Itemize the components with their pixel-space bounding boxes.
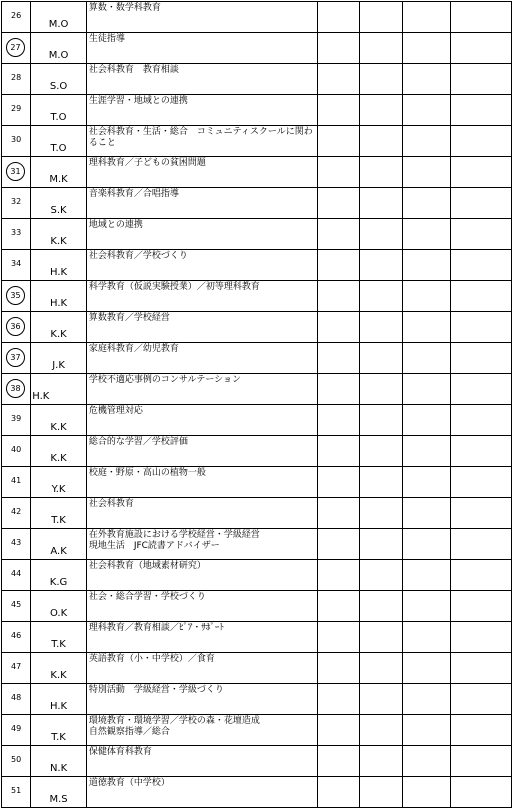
empty-cell-3 <box>402 529 450 560</box>
row-number: 32 <box>11 197 22 206</box>
empty-cell-1 <box>318 2 360 33</box>
row-number: 33 <box>11 228 22 237</box>
empty-cell-3 <box>402 95 450 126</box>
initials-cell <box>31 374 87 405</box>
empty-cell-2 <box>360 281 402 312</box>
empty-cell-2 <box>360 33 402 64</box>
table-row <box>2 219 512 250</box>
empty-cell-2 <box>360 467 402 498</box>
initials: M.S <box>49 794 68 805</box>
table-row <box>2 498 512 529</box>
initials: S.K <box>50 205 67 216</box>
initials: K.K <box>50 670 67 681</box>
table-row <box>2 2 512 33</box>
table-row <box>2 746 512 777</box>
topic-cell: 危機管理対応 <box>86 405 317 436</box>
empty-cell-1 <box>318 343 360 374</box>
table-row <box>2 467 512 498</box>
topic-cell: 算数教育／学校経営 <box>86 312 317 343</box>
row-number-cell <box>2 684 31 715</box>
empty-cell-3 <box>402 281 450 312</box>
empty-cell-2 <box>360 2 402 33</box>
circled-row-number: 27 <box>6 38 25 57</box>
row-number: 26 <box>11 11 22 20</box>
empty-cell-3 <box>402 467 450 498</box>
table-row <box>2 591 512 622</box>
initials-cell <box>31 498 87 529</box>
row-number-cell <box>2 653 31 684</box>
empty-cell-3 <box>402 312 450 343</box>
topic-cell: 社会科教育 <box>86 498 317 529</box>
empty-cell-4 <box>451 622 512 653</box>
empty-cell-2 <box>360 498 402 529</box>
empty-cell-1 <box>318 653 360 684</box>
row-number: 47 <box>11 662 22 671</box>
row-number-cell <box>2 64 31 95</box>
empty-cell-1 <box>318 591 360 622</box>
row-number: 45 <box>11 600 22 609</box>
empty-cell-1 <box>318 498 360 529</box>
empty-cell-3 <box>402 684 450 715</box>
topic-cell: 総合的な学習／学校評価 <box>86 436 317 467</box>
topic-cell: 算数・数学科教育 <box>86 2 317 33</box>
empty-cell-4 <box>451 95 512 126</box>
table-row <box>2 560 512 591</box>
row-number: 50 <box>11 755 22 764</box>
row-number-cell <box>2 405 31 436</box>
initials-cell <box>31 467 87 498</box>
empty-cell-1 <box>318 95 360 126</box>
empty-cell-1 <box>318 250 360 281</box>
initials-cell <box>31 281 87 312</box>
initials-cell <box>31 157 87 188</box>
empty-cell-1 <box>318 157 360 188</box>
topic-cell: 社会科教育・生活・総合 コミュニティスクールに関わること <box>86 126 317 157</box>
initials-cell <box>31 219 87 250</box>
row-number-cell <box>2 715 31 746</box>
initials: T.K <box>51 639 66 650</box>
topic-cell: 地域との連携 <box>86 219 317 250</box>
row-number-cell <box>2 374 31 405</box>
empty-cell-4 <box>451 591 512 622</box>
empty-cell-4 <box>451 343 512 374</box>
empty-cell-1 <box>318 622 360 653</box>
initials: M.O <box>48 50 69 61</box>
initials-cell <box>31 746 87 777</box>
row-number-cell <box>2 281 31 312</box>
table-row <box>2 312 512 343</box>
empty-cell-3 <box>402 436 450 467</box>
topic-cell: 家庭科教育／幼児教育 <box>86 343 317 374</box>
empty-cell-1 <box>318 312 360 343</box>
empty-cell-2 <box>360 64 402 95</box>
row-number: 40 <box>11 445 22 454</box>
circled-row-number: 36 <box>6 317 25 336</box>
initials-cell <box>31 188 87 219</box>
initials: O.K <box>49 608 68 619</box>
row-number: 29 <box>11 104 22 113</box>
initials-cell <box>31 33 87 64</box>
initials: H.K <box>50 298 68 309</box>
table-row <box>2 684 512 715</box>
empty-cell-1 <box>318 467 360 498</box>
table-row <box>2 95 512 126</box>
topic-cell: 生徒指導 <box>86 33 317 64</box>
table-row <box>2 157 512 188</box>
row-number: 43 <box>11 538 22 547</box>
empty-cell-2 <box>360 653 402 684</box>
empty-cell-1 <box>318 405 360 436</box>
empty-cell-1 <box>318 560 360 591</box>
row-number-cell <box>2 746 31 777</box>
row-number-cell <box>2 250 31 281</box>
row-number-cell <box>2 529 31 560</box>
initials-cell <box>31 529 87 560</box>
topic-cell: 保健体育科教育 <box>86 746 317 777</box>
empty-cell-4 <box>451 281 512 312</box>
row-number-cell <box>2 343 31 374</box>
empty-cell-4 <box>451 777 512 808</box>
row-number-cell <box>2 219 31 250</box>
topic-cell: 在外教育施設における学校経営・学級経営 現地生活 JFC読書アドバイザー <box>86 529 317 560</box>
empty-cell-1 <box>318 64 360 95</box>
empty-cell-4 <box>451 529 512 560</box>
initials: T.O <box>50 143 67 154</box>
empty-cell-1 <box>318 715 360 746</box>
topic-cell: 環境教育・環境学習／学校の森・花壇造成 自然観察指導／総合 <box>86 715 317 746</box>
empty-cell-3 <box>402 498 450 529</box>
table-row <box>2 715 512 746</box>
empty-cell-4 <box>451 498 512 529</box>
empty-cell-3 <box>402 622 450 653</box>
empty-cell-1 <box>318 746 360 777</box>
circled-row-number: 31 <box>6 162 25 181</box>
initials: K.K <box>50 329 67 340</box>
row-number: 48 <box>11 693 22 702</box>
empty-cell-2 <box>360 436 402 467</box>
lecturer-table-body <box>2 2 512 808</box>
empty-cell-3 <box>402 126 450 157</box>
initials-cell <box>31 777 87 808</box>
empty-cell-4 <box>451 374 512 405</box>
empty-cell-3 <box>402 250 450 281</box>
initials: H.K <box>50 701 68 712</box>
empty-cell-2 <box>360 405 402 436</box>
empty-cell-1 <box>318 777 360 808</box>
initials-cell <box>31 622 87 653</box>
topic-cell: 社会科教育／学校づくり <box>86 250 317 281</box>
empty-cell-3 <box>402 33 450 64</box>
row-number-cell <box>2 622 31 653</box>
topic-cell: 特別活動 学級経営・学級づくり <box>86 684 317 715</box>
initials: A.K <box>50 546 67 557</box>
empty-cell-2 <box>360 343 402 374</box>
empty-cell-2 <box>360 157 402 188</box>
row-number-cell <box>2 188 31 219</box>
table-row <box>2 529 512 560</box>
row-number-cell <box>2 312 31 343</box>
empty-cell-2 <box>360 622 402 653</box>
empty-cell-4 <box>451 653 512 684</box>
initials-cell <box>31 653 87 684</box>
empty-cell-1 <box>318 436 360 467</box>
table-row <box>2 653 512 684</box>
empty-cell-3 <box>402 405 450 436</box>
initials-cell <box>31 312 87 343</box>
row-number-cell <box>2 126 31 157</box>
empty-cell-2 <box>360 591 402 622</box>
row-number-cell <box>2 560 31 591</box>
table-row <box>2 343 512 374</box>
empty-cell-4 <box>451 746 512 777</box>
row-number: 39 <box>11 414 22 423</box>
row-number-cell <box>2 95 31 126</box>
initials: H.K <box>50 267 68 278</box>
row-number-cell <box>2 157 31 188</box>
empty-cell-4 <box>451 126 512 157</box>
topic-cell: 科学教育（仮説実験授業）／初等理科教育 <box>86 281 317 312</box>
row-number-cell <box>2 467 31 498</box>
empty-cell-3 <box>402 715 450 746</box>
initials-cell <box>31 715 87 746</box>
empty-cell-2 <box>360 529 402 560</box>
circled-row-number: 35 <box>6 286 25 305</box>
empty-cell-1 <box>318 126 360 157</box>
initials: J.K <box>52 360 65 371</box>
empty-cell-4 <box>451 188 512 219</box>
empty-cell-4 <box>451 467 512 498</box>
empty-cell-3 <box>402 560 450 591</box>
topic-cell: 社会科教育（地域素材研究） <box>86 560 317 591</box>
row-number-cell <box>2 498 31 529</box>
table-row <box>2 436 512 467</box>
circled-row-number: 37 <box>6 348 25 367</box>
empty-cell-2 <box>360 560 402 591</box>
empty-cell-2 <box>360 374 402 405</box>
empty-cell-2 <box>360 250 402 281</box>
empty-cell-4 <box>451 560 512 591</box>
empty-cell-3 <box>402 64 450 95</box>
empty-cell-3 <box>402 591 450 622</box>
table-row <box>2 281 512 312</box>
empty-cell-4 <box>451 2 512 33</box>
initials: H.K <box>32 391 50 402</box>
table-row <box>2 126 512 157</box>
empty-cell-1 <box>318 374 360 405</box>
empty-cell-4 <box>451 219 512 250</box>
empty-cell-4 <box>451 312 512 343</box>
empty-cell-2 <box>360 746 402 777</box>
initials-cell <box>31 2 87 33</box>
empty-cell-1 <box>318 219 360 250</box>
empty-cell-4 <box>451 405 512 436</box>
initials: T.O <box>50 112 67 123</box>
initials-cell <box>31 95 87 126</box>
empty-cell-1 <box>318 684 360 715</box>
table-row <box>2 64 512 95</box>
initials: T.K <box>51 515 66 526</box>
empty-cell-3 <box>402 374 450 405</box>
initials: K.K <box>50 453 67 464</box>
initials-cell <box>31 405 87 436</box>
empty-cell-4 <box>451 250 512 281</box>
initials: M.O <box>48 19 69 30</box>
circled-row-number: 38 <box>6 379 25 398</box>
initials: K.G <box>49 577 68 588</box>
row-number: 51 <box>11 786 22 795</box>
row-number: 28 <box>11 73 22 82</box>
row-number: 44 <box>11 569 22 578</box>
empty-cell-4 <box>451 157 512 188</box>
empty-cell-2 <box>360 684 402 715</box>
initials-cell <box>31 560 87 591</box>
empty-cell-4 <box>451 715 512 746</box>
initials: Y.K <box>51 484 66 495</box>
initials-cell <box>31 591 87 622</box>
row-number-cell <box>2 2 31 33</box>
table-row <box>2 622 512 653</box>
empty-cell-2 <box>360 95 402 126</box>
row-number-cell <box>2 436 31 467</box>
row-number: 30 <box>11 135 22 144</box>
row-number-cell <box>2 591 31 622</box>
table-row <box>2 405 512 436</box>
empty-cell-2 <box>360 777 402 808</box>
topic-cell: 学校不適応事例のコンサルテーション <box>86 374 317 405</box>
table-row <box>2 374 512 405</box>
initials-cell <box>31 64 87 95</box>
initials: K.K <box>50 422 67 433</box>
topic-cell: 社会科教育 教育相談 <box>86 64 317 95</box>
empty-cell-2 <box>360 219 402 250</box>
table-row <box>2 777 512 808</box>
initials-cell <box>31 684 87 715</box>
row-number: 41 <box>11 476 22 485</box>
row-number: 42 <box>11 507 22 516</box>
topic-cell: 音楽科教育／合唱指導 <box>86 188 317 219</box>
initials: S.O <box>49 81 68 92</box>
table-row <box>2 250 512 281</box>
row-number: 46 <box>11 631 22 640</box>
empty-cell-1 <box>318 529 360 560</box>
row-number-cell <box>2 777 31 808</box>
empty-cell-3 <box>402 746 450 777</box>
topic-cell: 生涯学習・地域との連携 <box>86 95 317 126</box>
topic-cell: 道徳教育（中学校） <box>86 777 317 808</box>
topic-cell: 英語教育（小・中学校）／食育 <box>86 653 317 684</box>
empty-cell-4 <box>451 33 512 64</box>
empty-cell-4 <box>451 436 512 467</box>
topic-cell: 理科教育／子どもの貧困問題 <box>86 157 317 188</box>
initials: M.K <box>49 174 68 185</box>
empty-cell-3 <box>402 188 450 219</box>
row-number: 49 <box>11 724 22 733</box>
empty-cell-4 <box>451 64 512 95</box>
empty-cell-3 <box>402 157 450 188</box>
empty-cell-1 <box>318 33 360 64</box>
empty-cell-1 <box>318 281 360 312</box>
empty-cell-2 <box>360 188 402 219</box>
row-number-cell <box>2 33 31 64</box>
table-row <box>2 188 512 219</box>
empty-cell-3 <box>402 653 450 684</box>
lecturer-table <box>1 1 512 808</box>
topic-cell: 社会・総合学習・学校づくり <box>86 591 317 622</box>
empty-cell-3 <box>402 2 450 33</box>
empty-cell-2 <box>360 715 402 746</box>
row-number: 34 <box>11 259 22 268</box>
topic-cell: 校庭・野原・高山の植物一般 <box>86 467 317 498</box>
table-row <box>2 33 512 64</box>
initials: N.K <box>49 763 68 774</box>
initials: T.K <box>51 732 66 743</box>
empty-cell-3 <box>402 219 450 250</box>
initials-cell <box>31 436 87 467</box>
initials-cell <box>31 126 87 157</box>
empty-cell-3 <box>402 343 450 374</box>
empty-cell-3 <box>402 777 450 808</box>
empty-cell-4 <box>451 684 512 715</box>
empty-cell-2 <box>360 126 402 157</box>
initials-cell <box>31 250 87 281</box>
topic-cell: 理科教育／教育相談／ﾋﾟｱ・ｻﾎﾟｰﾄ <box>86 622 317 653</box>
initials-cell <box>31 343 87 374</box>
initials: K.K <box>50 236 67 247</box>
empty-cell-1 <box>318 188 360 219</box>
empty-cell-2 <box>360 312 402 343</box>
